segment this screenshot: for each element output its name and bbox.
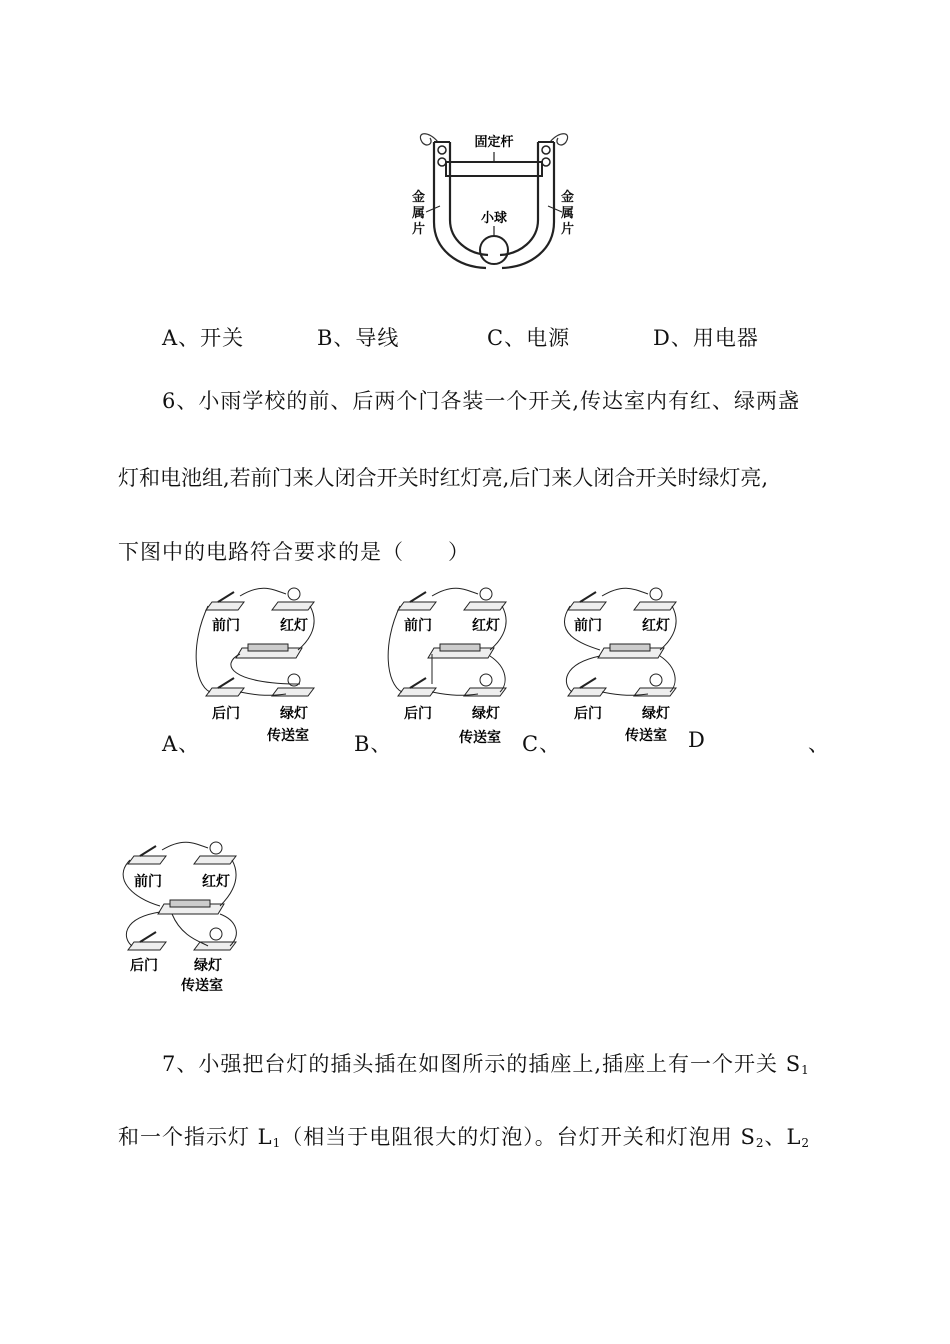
metal-sheet-right-label: 金属片 [561,190,575,237]
battery-icon [428,644,494,658]
green-light-label: 绿灯 [472,706,500,722]
battery-icon [158,900,224,914]
green-light-label: 绿灯 [194,958,222,974]
red-light-label: 红灯 [202,874,230,890]
green-light-label: 绿灯 [642,706,670,722]
front-door-switch-icon [568,592,606,610]
question-6-line-2: 灯和电池组,若前门来人闭合开关时红灯亮,后门来人闭合开关时绿灯亮, [118,466,769,490]
subscript-l1: 1 [272,1136,282,1150]
green-bulb-icon [272,674,314,696]
front-door-switch-icon [206,592,244,610]
option-b-marker: B、 [354,732,393,756]
option-d-appliance: D、用电器 [653,326,759,350]
red-light-label: 红灯 [472,618,500,634]
battery-icon [236,644,302,658]
green-light-label: 绿灯 [280,706,308,722]
circuit-diagram-c [552,584,692,746]
circuit-diagram-b [382,584,522,746]
ball-label: 小球 [480,211,508,226]
front-door-switch-icon [398,592,436,610]
question-7-line-2 [118,1121,810,1151]
question-7-line-2-part-c: 、L [764,1125,802,1149]
question-6-line-1: 6、小雨学校的前、后两个门各装一个开关,传达室内有红、绿两盏 [162,389,801,413]
red-light-label: 红灯 [280,618,308,634]
question-7-line-1-text: 7、小强把台灯的插头插在如图所示的插座上,插座上有一个开关 S [162,1052,802,1076]
metal-sheet-left-label: 金属片 [412,190,426,237]
option-b-wire: B、导线 [317,326,400,350]
back-door-switch-icon [568,678,606,696]
green-bulb-icon [194,928,236,950]
front-door-switch-icon [128,846,166,864]
option-a-marker: A、 [162,732,201,756]
question-7-line-2-part-b: （相当于电阻很大的灯泡）。台灯开关和灯泡用 S [281,1125,756,1149]
back-door-switch-icon [206,678,244,696]
room-label: 传送室 [267,728,309,744]
back-door-label: 后门 [404,706,432,722]
front-door-label: 前门 [574,618,602,634]
option-trailing-comma: 、 [808,732,830,756]
option-c-power: C、电源 [487,326,571,350]
front-door-label: 前门 [404,618,432,634]
option-a-switch: A、开关 [162,326,245,350]
option-d-marker: D [688,728,706,752]
room-label: 传送室 [459,730,501,746]
back-door-switch-icon [128,932,166,950]
room-label: 传送室 [625,728,667,744]
green-bulb-icon [634,674,676,696]
subscript-s2: 2 [755,1136,765,1150]
front-door-label: 前门 [212,618,240,634]
subscript-l2: 2 [801,1136,811,1150]
back-door-label: 后门 [212,706,240,722]
battery-icon [598,644,664,658]
front-door-label: 前门 [134,874,162,890]
back-door-label: 后门 [130,958,158,974]
circuit-diagram-d [112,838,252,1000]
green-bulb-icon [464,674,506,696]
red-light-label: 红灯 [642,618,670,634]
option-c-marker: C、 [522,732,562,756]
room-label: 传送室 [181,978,223,994]
circuit-diagram-a [190,584,330,746]
fixed-rod-label: 固定杆 [474,135,514,150]
subscript-1: 1 [801,1063,810,1077]
question-7-line-1 [162,1048,810,1078]
back-door-label: 后门 [574,706,602,722]
question-6-line-3: 下图中的电路符合要求的是（ ） [118,540,470,564]
question-7-line-2-part-a: 和一个指示灯 L [118,1125,273,1149]
back-door-switch-icon [398,678,436,696]
metal-sheet-device-figure [408,122,580,274]
